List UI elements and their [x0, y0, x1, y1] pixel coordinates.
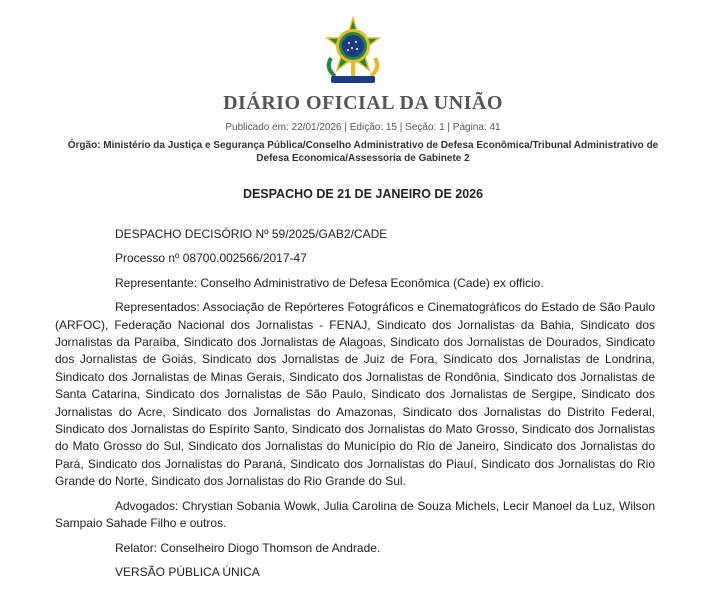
process-number: Processo nº 08700.002566/2017-47 — [115, 251, 307, 266]
lawyers: Advogados: Chrystian Sobania Wowk, Julia Carolina de Souza Michels, Lecir Manoel da Luz, Wilson Sampaio Sahade Filho e outros. — [55, 498, 655, 531]
representative: Representante: Conselho Administrativo de Defesa Econômica (Cade) ex officio. — [115, 275, 544, 290]
represented-parties: Representados: Associação de Repórteres Fotográficos e Cinematográficos do Estado de São Paulo (ARFOC), Federação Nacional dos Jornalistas - FENAJ, Sindicato dos Jornalistas da Bahia, Sindicato dos Jornalistas da Paraíba, Sindicato dos Jornalistas de Alagoas, Sindicato dos Jornalistas de Dourados, Sindicato dos Jornalistas de Goiás, Sindicato dos Jornalistas de Juiz de Fora, Sindicato dos Jornalistas de Londrina, Sindicato dos Jornalistas de Minas Gerais, Sindicato dos Jornalistas de Rondônia, Sindicato dos Jornalistas de Santa Catarina, Sindicato dos Jornalistas de São Paulo, Sindicato dos Jornalistas de Sergipe, Sindicato dos Jornalistas do Acre, Sindicato dos Jornalistas do Amazonas, Sindicato dos Jornalistas do Distrito Federal, Sindicato dos Jornalistas do Espírito Santo, Sindicato dos Jornalistas do Mato Grosso, Sindicato dos Jornalistas do Mato Grosso do Sul, Sindicato dos Jornalistas do Município do Rio de Janeiro, Sindicato dos Jornalistas do Pará, Sindicato dos Jornalistas do Paraná, Sindicato dos Jornalistas do Piauí, Sindicato dos Jornalistas do Rio Grande do Norte, Sindicato dos Jornalistas do Rio Grande do Sul. — [55, 300, 655, 489]
decision-number: DESPACHO DECISÓRIO Nº 59/2025/GAB2/CADE — [115, 227, 388, 241]
document-title: DESPACHO DE 21 DE JANEIRO DE 2026 — [242, 187, 484, 201]
publication-title: DIÁRIO OFICIAL DA UNIÃO — [223, 92, 503, 114]
issuing-agency: Órgão: Ministério da Justiça e Segurança Pública/Conselho Administrativo de Defesa Econômica/Tribunal Administrativo de Defesa Economica/Assessoria de Gabinete 2 — [67, 140, 659, 164]
rapporteur: Relator: Conselheiro Diogo Thomson de Andrade. — [115, 540, 381, 555]
publication-meta: Publicado em: 22/01/2026 | Edição: 15 | Seção: 1 | Página: 41 — [225, 122, 501, 133]
public-version-note: VERSÃO PÚBLICA ÚNICA — [115, 564, 260, 579]
document-body — [55, 226, 655, 588]
coat-of-arms-icon — [321, 16, 385, 86]
